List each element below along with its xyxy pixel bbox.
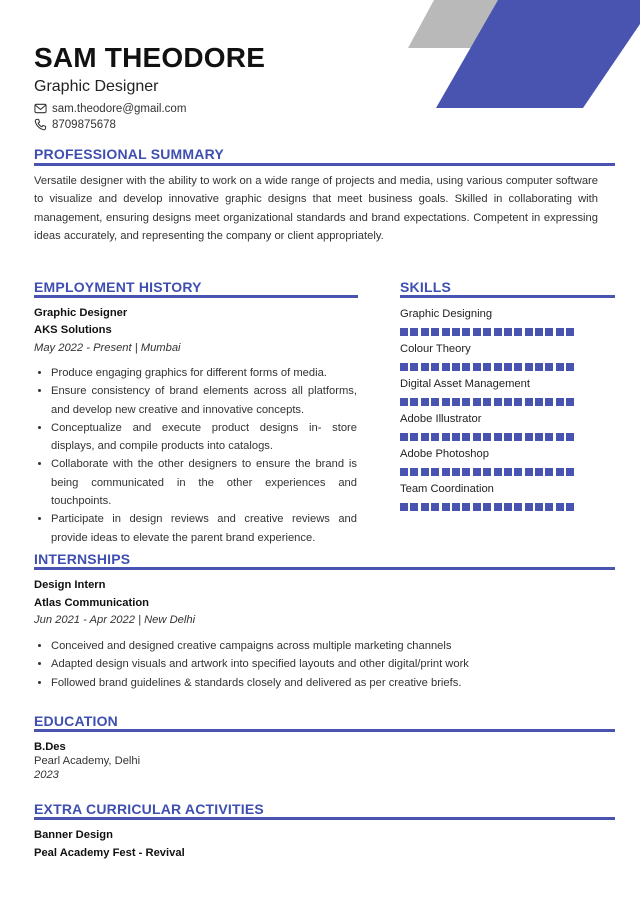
- skill-item: [400, 448, 615, 476]
- skill-level-square: [462, 398, 470, 406]
- skill-level-bar: [400, 328, 615, 336]
- skill-level-square: [431, 468, 439, 476]
- skill-level-square: [442, 363, 450, 371]
- skill-level-square: [504, 433, 512, 441]
- skill-label: Team Coordination: [400, 483, 494, 495]
- skill-level-square: [483, 433, 491, 441]
- skill-level-square: [442, 503, 450, 511]
- skill-level-square: [462, 468, 470, 476]
- skill-level-square: [483, 328, 491, 336]
- skill-level-square: [400, 328, 408, 336]
- skill-level-square: [514, 433, 522, 441]
- employment-bullets: [34, 364, 357, 547]
- internship-bullets: [34, 637, 615, 692]
- skill-level-square: [535, 328, 543, 336]
- skill-level-square: [504, 398, 512, 406]
- skill-level-square: [525, 363, 533, 371]
- list-item: • Ensure consistency of brand elements across all platforms, and develop new creative and innovative concepts.: [51, 382, 357, 419]
- skill-item: [400, 378, 615, 406]
- skill-level-bar: [400, 398, 615, 406]
- skill-level-square: [566, 433, 574, 441]
- skill-level-square: [400, 503, 408, 511]
- skill-level-square: [400, 363, 408, 371]
- skill-level-bar: [400, 363, 615, 371]
- skill-level-square: [566, 363, 574, 371]
- skill-item: [400, 413, 615, 441]
- skill-level-square: [462, 363, 470, 371]
- skill-level-square: [442, 468, 450, 476]
- skill-level-bar: [400, 468, 615, 476]
- employment-company: AKS Solutions: [34, 324, 112, 336]
- skill-level-square: [494, 398, 502, 406]
- summary-text: Versatile designer with the ability to work on a wide range of projects and media, using various computer software to visualize and develop innovative graphic designs that meet business goals. Skilled in collaborating with management, ensuring designs meet organizational standards and brand expectations. Competent in expressing ideas accurately, and representing the company or client appropriately.: [34, 175, 598, 242]
- skill-level-square: [556, 328, 564, 336]
- skill-level-square: [452, 398, 460, 406]
- skill-level-square: [556, 363, 564, 371]
- skill-label: Adobe Illustrator: [400, 413, 482, 425]
- candidate-title: Graphic Designer: [34, 78, 159, 95]
- skill-level-square: [410, 363, 418, 371]
- email-text: sam.theodore@gmail.com: [52, 102, 187, 115]
- skill-level-square: [431, 433, 439, 441]
- skill-level-bar: [400, 433, 615, 441]
- skill-level-square: [462, 328, 470, 336]
- employment-rule: [34, 295, 358, 298]
- skill-level-square: [494, 433, 502, 441]
- skill-level-square: [504, 468, 512, 476]
- employment-period: May 2022 - Present | Mumbai: [34, 342, 181, 354]
- skill-level-square: [545, 433, 553, 441]
- list-item: • Followed brand guidelines & standards closely and delivered as per creative briefs.: [51, 674, 615, 692]
- skill-level-square: [410, 328, 418, 336]
- skill-label: Colour Theory: [400, 343, 471, 355]
- skill-level-square: [431, 503, 439, 511]
- skill-level-square: [535, 398, 543, 406]
- extra-event: Peal Academy Fest - Revival: [34, 847, 185, 859]
- skill-level-square: [410, 433, 418, 441]
- skill-level-square: [525, 433, 533, 441]
- skill-level-square: [494, 328, 502, 336]
- internships-rule: [34, 567, 615, 570]
- skill-level-square: [442, 328, 450, 336]
- education-school: Pearl Academy, Delhi: [34, 755, 141, 767]
- skill-level-square: [514, 398, 522, 406]
- mail-icon: [34, 102, 47, 115]
- skill-level-square: [483, 363, 491, 371]
- skill-level-square: [545, 468, 553, 476]
- skill-level-square: [504, 503, 512, 511]
- list-item: • Produce engaging graphics for different forms of media.: [51, 364, 357, 382]
- skill-item: [400, 343, 615, 371]
- skill-level-square: [566, 398, 574, 406]
- skill-level-square: [473, 433, 481, 441]
- skill-level-square: [535, 468, 543, 476]
- skill-level-square: [514, 468, 522, 476]
- skill-item: [400, 483, 615, 511]
- skill-level-square: [545, 328, 553, 336]
- skill-level-square: [442, 433, 450, 441]
- skill-level-square: [452, 433, 460, 441]
- skill-level-square: [556, 468, 564, 476]
- skill-level-square: [545, 503, 553, 511]
- skill-level-square: [410, 503, 418, 511]
- internship-role: Design Intern: [34, 579, 106, 591]
- skill-level-square: [545, 398, 553, 406]
- list-item: • Conceptualize and execute product designs in- store displays, and compile products into catalogs.: [51, 419, 357, 456]
- skill-level-square: [400, 398, 408, 406]
- skill-level-square: [431, 363, 439, 371]
- skill-level-square: [452, 503, 460, 511]
- skill-level-square: [410, 398, 418, 406]
- skill-level-square: [566, 328, 574, 336]
- summary-rule: [34, 163, 615, 166]
- skill-label: Adobe Photoshop: [400, 448, 489, 460]
- summary-heading: PROFESSIONAL SUMMARY: [34, 146, 224, 162]
- skill-level-square: [535, 503, 543, 511]
- skill-level-square: [504, 363, 512, 371]
- skill-level-square: [473, 398, 481, 406]
- skill-level-square: [535, 433, 543, 441]
- internship-company: Atlas Communication: [34, 597, 149, 609]
- phone-icon: [34, 118, 47, 131]
- extra-heading: EXTRA CURRICULAR ACTIVITIES: [34, 801, 264, 817]
- skill-level-square: [514, 363, 522, 371]
- list-item: • Collaborate with the other designers to ensure the brand is being communicated in the other experiences and touchpoints.: [51, 455, 357, 510]
- gray-parallelogram: [408, 0, 498, 48]
- skill-level-square: [494, 363, 502, 371]
- education-heading: EDUCATION: [34, 713, 118, 729]
- skill-level-square: [525, 398, 533, 406]
- blue-parallelogram: [436, 0, 640, 108]
- employment-role: Graphic Designer: [34, 307, 128, 319]
- skill-level-square: [525, 503, 533, 511]
- skill-level-square: [483, 468, 491, 476]
- skill-level-square: [421, 503, 429, 511]
- skill-label: Graphic Designing: [400, 308, 493, 320]
- skill-level-square: [473, 328, 481, 336]
- skill-level-square: [462, 433, 470, 441]
- skill-level-square: [452, 468, 460, 476]
- skill-level-square: [473, 468, 481, 476]
- skill-item: [400, 308, 615, 336]
- skill-level-square: [566, 468, 574, 476]
- education-rule: [34, 729, 615, 732]
- skill-level-square: [431, 328, 439, 336]
- skill-level-square: [483, 398, 491, 406]
- phone-text: 8709875678: [52, 118, 116, 131]
- skill-level-square: [400, 433, 408, 441]
- education-degree: B.Des: [34, 741, 66, 753]
- skill-level-square: [514, 328, 522, 336]
- skill-level-square: [525, 328, 533, 336]
- skill-label: Digital Asset Management: [400, 378, 530, 390]
- extra-role: Banner Design: [34, 829, 113, 841]
- skill-level-square: [431, 398, 439, 406]
- skill-level-square: [400, 468, 408, 476]
- skill-level-square: [556, 398, 564, 406]
- candidate-name: SAM THEODORE: [34, 42, 266, 73]
- skill-level-square: [421, 433, 429, 441]
- skill-level-square: [494, 503, 502, 511]
- skill-level-square: [473, 503, 481, 511]
- skills-rule: [400, 295, 615, 298]
- skill-level-square: [452, 363, 460, 371]
- skill-level-square: [545, 363, 553, 371]
- skill-level-bar: [400, 503, 615, 511]
- skill-level-square: [566, 503, 574, 511]
- skill-level-square: [556, 503, 564, 511]
- list-item: • Conceived and designed creative campaigns across multiple marketing channels: [51, 637, 615, 655]
- skill-level-square: [452, 328, 460, 336]
- internship-period: Jun 2021 - Apr 2022 | New Delhi: [34, 614, 196, 626]
- internships-heading: INTERNSHIPS: [34, 551, 131, 567]
- skills-heading: SKILLS: [400, 279, 451, 295]
- education-year: 2023: [34, 769, 59, 781]
- skill-level-square: [504, 328, 512, 336]
- skill-level-square: [442, 398, 450, 406]
- skill-level-square: [525, 468, 533, 476]
- skill-level-square: [421, 468, 429, 476]
- skill-level-square: [494, 468, 502, 476]
- skill-level-square: [473, 363, 481, 371]
- skill-level-square: [514, 503, 522, 511]
- skill-level-square: [535, 363, 543, 371]
- email-row[interactable]: [34, 102, 186, 115]
- skill-level-square: [421, 398, 429, 406]
- list-item: • Participate in design reviews and creative reviews and provide ideas to elevate the parent brand experience.: [51, 510, 357, 547]
- phone-row[interactable]: [34, 118, 116, 131]
- employment-heading: EMPLOYMENT HISTORY: [34, 279, 202, 295]
- skill-level-square: [556, 433, 564, 441]
- extra-rule: [34, 817, 615, 820]
- skill-level-square: [421, 363, 429, 371]
- skill-level-square: [421, 328, 429, 336]
- skill-level-square: [410, 468, 418, 476]
- list-item: • Adapted design visuals and artwork into specified layouts and other digital/print work: [51, 655, 615, 673]
- skill-level-square: [462, 503, 470, 511]
- skill-level-square: [483, 503, 491, 511]
